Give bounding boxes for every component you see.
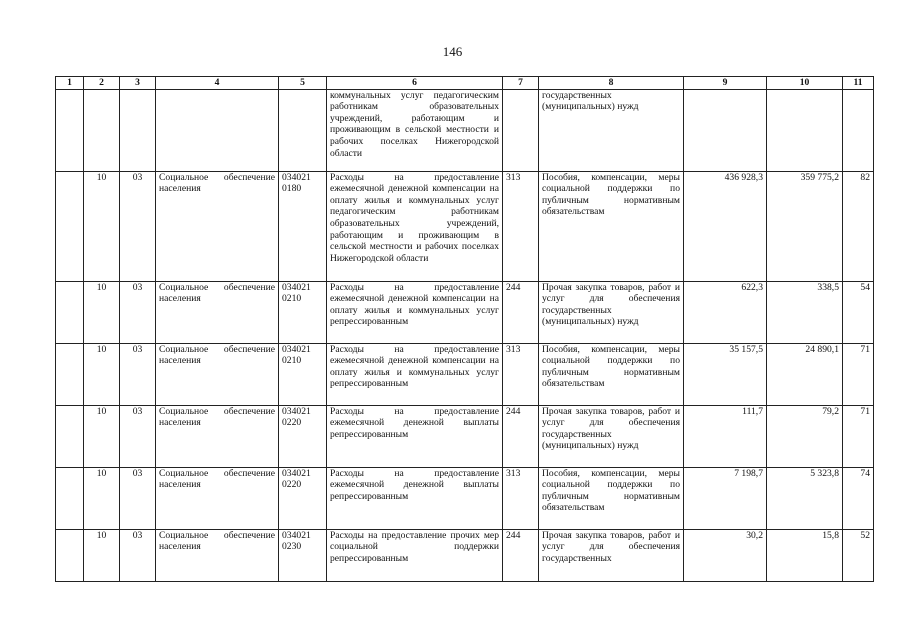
target-code-cell [279,89,327,171]
section-cell: 10 [84,405,120,467]
section-cell: 10 [84,529,120,581]
expense-description-cell: Расходы на предоставление прочих мер социальной поддержки репрессированным [327,529,503,581]
section-name-cell: Социальное обеспечение населения [156,529,279,581]
column-header: 8 [539,77,684,90]
subsection-cell: 03 [120,467,156,529]
column-header: 9 [684,77,767,90]
section-cell: 10 [84,467,120,529]
section-cell [84,89,120,171]
planned-amount-cell: 111,7 [684,405,767,467]
row-index-cell [56,343,84,405]
table-row [56,343,874,405]
table-row [56,467,874,529]
column-header: 11 [843,77,874,90]
expense-type-name-cell: Прочая закупка товаров, работ и услуг для обеспечения государственных (муниципальных) нужд [539,405,684,467]
planned-amount-cell: 7 198,7 [684,467,767,529]
planned-amount-cell [684,89,767,171]
table-row [56,281,874,343]
expense-type-name-cell: Пособия, компенсации, меры социальной поддержки по публичным нормативным обязательствам [539,343,684,405]
expense-type-code-cell: 244 [503,529,539,581]
expense-description-cell: Расходы на предоставление ежемесячной денежной компенсации на оплату жилья и коммунальных услуг репрессированным [327,281,503,343]
subsection-cell: 03 [120,343,156,405]
target-code-cell: 034021 0220 [279,405,327,467]
subsection-cell: 03 [120,405,156,467]
actual-amount-cell: 5 323,8 [767,467,843,529]
column-header: 6 [327,77,503,90]
target-code-cell: 034021 0180 [279,171,327,281]
row-index-cell [56,405,84,467]
row-index-cell [56,529,84,581]
expense-type-name-cell: Прочая закупка товаров, работ и услуг для обеспечения государственных (муниципальных) нужд [539,281,684,343]
budget-table [55,76,874,582]
column-header: 4 [156,77,279,90]
actual-amount-cell: 79,2 [767,405,843,467]
expense-description-cell: Расходы на предоставление ежемесячной денежной компенсации на оплату жилья и коммунальных услуг педагогическим работникам образовательных учреждений, работающим и проживающим в сельской местности и рабочих поселках Нижегородской области [327,171,503,281]
row-index-cell [56,89,84,171]
planned-amount-cell: 622,3 [684,281,767,343]
expense-description-cell: Расходы на предоставление ежемесячной денежной выплаты репрессированным [327,467,503,529]
row-index-cell [56,171,84,281]
section-name-cell: Социальное обеспечение населения [156,467,279,529]
section-name-cell: Социальное обеспечение населения [156,171,279,281]
expense-description-cell: Расходы на предоставление ежемесячной денежной выплаты репрессированным [327,405,503,467]
column-header: 2 [84,77,120,90]
page-number: 146 [442,44,463,59]
percent-cell: 71 [843,405,874,467]
row-index-cell [56,281,84,343]
section-name-cell: Социальное обеспечение населения [156,405,279,467]
target-code-cell: 034021 0230 [279,529,327,581]
column-number-row [56,77,874,90]
percent-cell: 54 [843,281,874,343]
expense-type-code-cell [503,89,539,171]
expense-type-code-cell: 244 [503,405,539,467]
target-code-cell: 034021 0210 [279,343,327,405]
planned-amount-cell: 436 928,3 [684,171,767,281]
subsection-cell: 03 [120,529,156,581]
section-cell: 10 [84,281,120,343]
table-row [56,529,874,581]
section-name-cell [156,89,279,171]
actual-amount-cell: 338,5 [767,281,843,343]
expense-type-code-cell: 313 [503,343,539,405]
percent-cell: 71 [843,343,874,405]
percent-cell [843,89,874,171]
column-header: 7 [503,77,539,90]
expense-description-cell: Расходы на предоставление ежемесячной денежной компенсации на оплату жилья и коммунальных услуг репрессированным [327,343,503,405]
subsection-cell [120,89,156,171]
actual-amount-cell: 15,8 [767,529,843,581]
percent-cell: 52 [843,529,874,581]
section-cell: 10 [84,171,120,281]
planned-amount-cell: 30,2 [684,529,767,581]
column-header: 5 [279,77,327,90]
actual-amount-cell: 24 890,1 [767,343,843,405]
column-header: 1 [56,77,84,90]
expense-type-name-cell: государственных (муниципальных) нужд [539,89,684,171]
actual-amount-cell [767,89,843,171]
section-name-cell: Социальное обеспечение населения [156,281,279,343]
expense-type-name-cell: Прочая закупка товаров, работ и услуг для обеспечения государственных [539,529,684,581]
subsection-cell: 03 [120,171,156,281]
column-header: 3 [120,77,156,90]
actual-amount-cell: 359 775,2 [767,171,843,281]
section-name-cell: Социальное обеспечение населения [156,343,279,405]
subsection-cell: 03 [120,281,156,343]
target-code-cell: 034021 0220 [279,467,327,529]
table-row [56,405,874,467]
percent-cell: 82 [843,171,874,281]
expense-type-code-cell: 244 [503,281,539,343]
percent-cell: 74 [843,467,874,529]
column-header: 10 [767,77,843,90]
table-row [56,171,874,281]
expense-type-name-cell: Пособия, компенсации, меры социальной поддержки по публичным нормативным обязательствам [539,467,684,529]
target-code-cell: 034021 0210 [279,281,327,343]
expense-type-code-cell: 313 [503,171,539,281]
table-row [56,89,874,171]
expense-type-name-cell: Пособия, компенсации, меры социальной поддержки по публичным нормативным обязательствам [539,171,684,281]
expense-description-cell: коммунальных услуг педагогическим работникам образовательных учреждений, работающим и проживающим в сельской местности и рабочих поселках Нижегородской области [327,89,503,171]
expense-type-code-cell: 313 [503,467,539,529]
row-index-cell [56,467,84,529]
planned-amount-cell: 35 157,5 [684,343,767,405]
section-cell: 10 [84,343,120,405]
